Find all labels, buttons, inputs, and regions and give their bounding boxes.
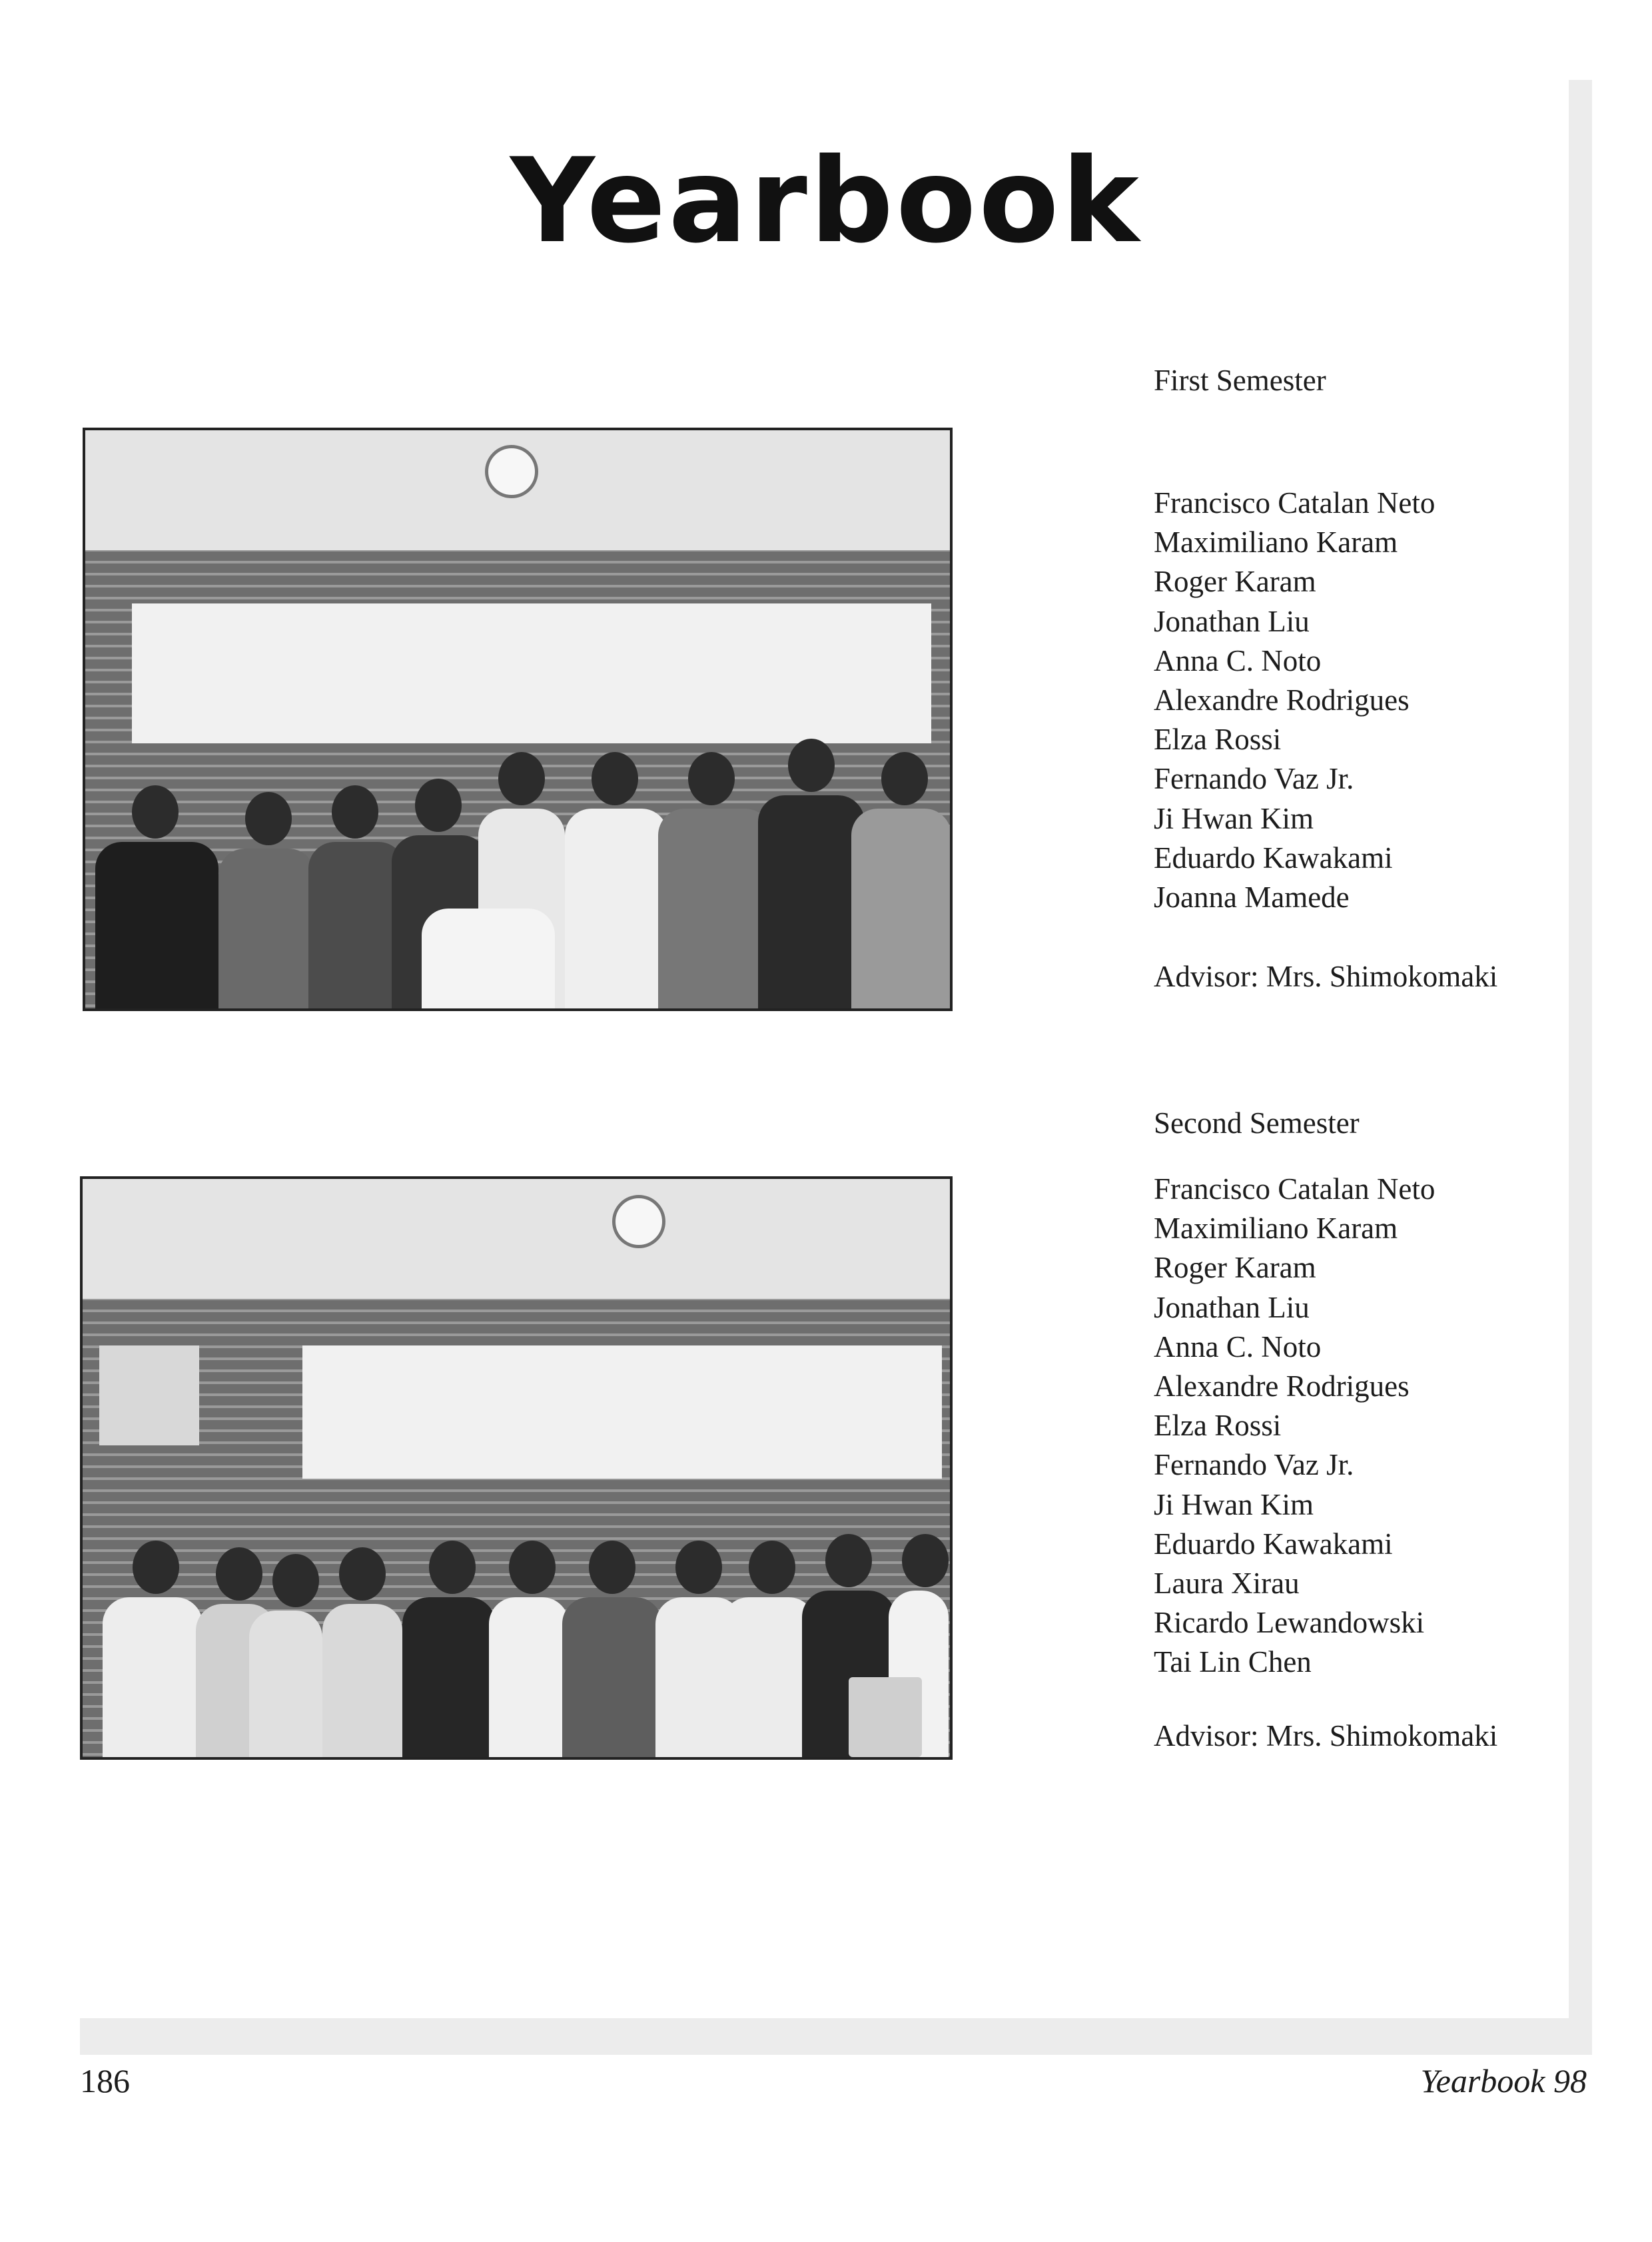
member-name: Anna C. Noto	[1154, 643, 1322, 677]
member-name: Elza Rossi	[1154, 1409, 1282, 1443]
clock-icon	[612, 1195, 665, 1248]
clock-icon	[485, 445, 538, 498]
member-name: Fernando Vaz Jr.	[1154, 762, 1354, 796]
member-name: Maximiliano Karam	[1154, 526, 1398, 560]
member-name: Alexandre Rodrigues	[1154, 683, 1410, 717]
second-semester-advisor: Advisor: Mrs. Shimokomaki	[1154, 1719, 1498, 1752]
page-edge-shadow-bottom	[80, 2018, 1592, 2055]
member-name: Laura Xirau	[1154, 1567, 1300, 1601]
second-semester-group-photo	[80, 1176, 953, 1760]
first-semester-member-list	[1154, 484, 1435, 917]
member-name: Fernando Vaz Jr.	[1154, 1448, 1354, 1482]
page-number: 186	[80, 2062, 130, 2099]
member-name: Anna C. Noto	[1154, 1329, 1322, 1363]
page-title: Yearbook	[510, 134, 1142, 269]
page-edge-shadow-right	[1569, 80, 1592, 2045]
member-name: Eduardo Kawakami	[1154, 841, 1393, 875]
photo-people	[83, 1399, 950, 1757]
member-name: Jonathan Liu	[1154, 604, 1310, 638]
first-semester-advisor: Advisor: Mrs. Shimokomaki	[1154, 960, 1498, 993]
member-name: Joanna Mamede	[1154, 881, 1350, 915]
photo-wall	[83, 1179, 950, 1299]
member-name: Ji Hwan Kim	[1154, 1487, 1314, 1521]
member-name: Francisco Catalan Neto	[1154, 486, 1436, 520]
member-name: Ricardo Lewandowski	[1154, 1606, 1425, 1640]
member-name: Maximiliano Karam	[1154, 1212, 1398, 1246]
member-name: Ji Hwan Kim	[1154, 801, 1314, 835]
second-semester-heading: Second Semester	[1154, 1106, 1360, 1140]
photo-people	[85, 650, 950, 1008]
member-name: Tai Lin Chen	[1154, 1645, 1312, 1679]
first-semester-heading: First Semester	[1154, 364, 1326, 397]
member-name: Roger Karam	[1154, 1251, 1316, 1285]
first-semester-group-photo	[83, 428, 953, 1011]
member-name: Alexandre Rodrigues	[1154, 1369, 1410, 1403]
member-name: Jonathan Liu	[1154, 1290, 1310, 1324]
member-name: Eduardo Kawakami	[1154, 1527, 1393, 1561]
member-name: Roger Karam	[1154, 565, 1316, 599]
second-semester-member-list	[1154, 1170, 1435, 1682]
member-name: Elza Rossi	[1154, 723, 1282, 757]
member-name: Francisco Catalan Neto	[1154, 1172, 1436, 1206]
running-title: Yearbook 98	[1420, 2062, 1587, 2099]
